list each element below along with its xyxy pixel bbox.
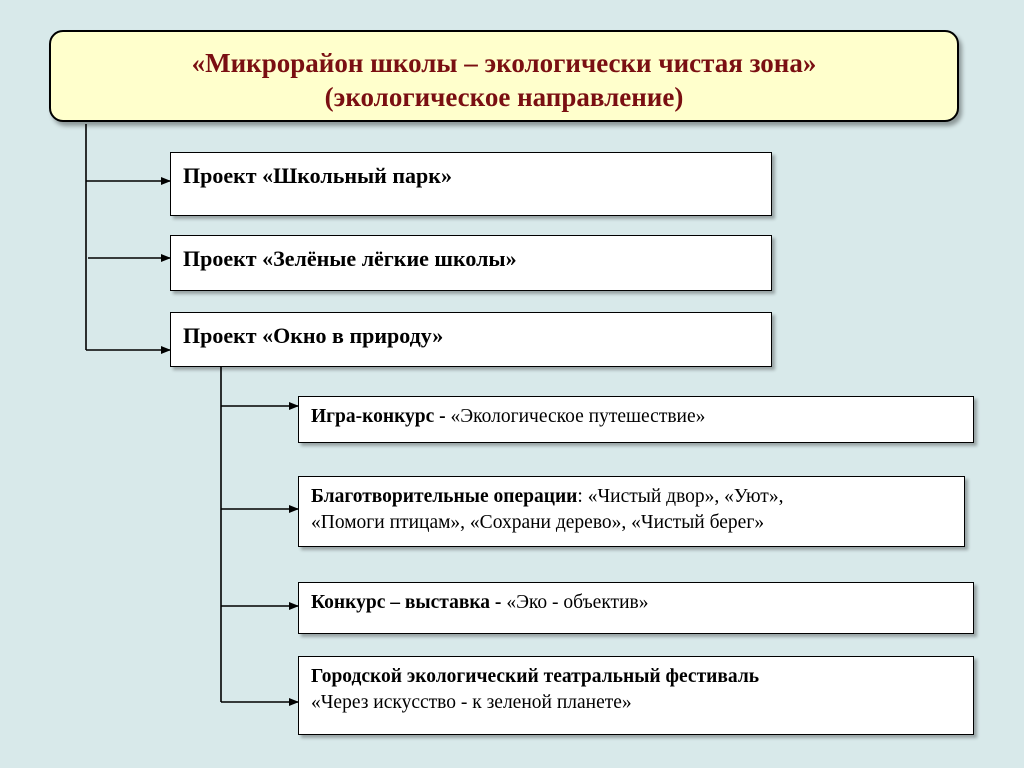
activity-title: Конкурс – выставка - [311,592,502,613]
activity-box-game-contest [298,396,974,443]
project-box-window-to-nature [170,312,772,367]
activity-box-theatre-festival [298,656,974,735]
title-line-1: «Микрорайон школы – экологически чистая зона» [191,48,817,78]
project-label: Проект «Окно в природу» [183,323,444,348]
project-label: Проект «Зелёные лёгкие школы» [183,246,517,271]
activity-title: Городской экологический театральный фестиваль [311,666,760,687]
project-box-school-park [170,152,772,216]
activity-box-charity-operations [298,476,965,547]
title-box [49,30,959,122]
project-label: Проект «Школьный парк» [183,163,452,188]
activity-text: «Эко - объектив» [501,592,649,613]
activity-text-line-2: «Через искусство - к зеленой планете» [311,692,632,713]
activity-text: «Экологическое путешествие» [445,406,706,427]
activity-text: : «Чистый двор», «Уют», [577,486,784,507]
activity-title: Благотворительные операции [311,486,578,507]
activity-text-line-2: «Помоги птицам», «Сохрани дерево», «Чистый берег» [311,512,765,533]
project-box-green-lungs [170,235,772,291]
activity-title: Игра-конкурс - [311,406,446,427]
activity-box-contest-exhibition [298,582,974,634]
title-line-2: (экологическое направление) [324,82,684,112]
